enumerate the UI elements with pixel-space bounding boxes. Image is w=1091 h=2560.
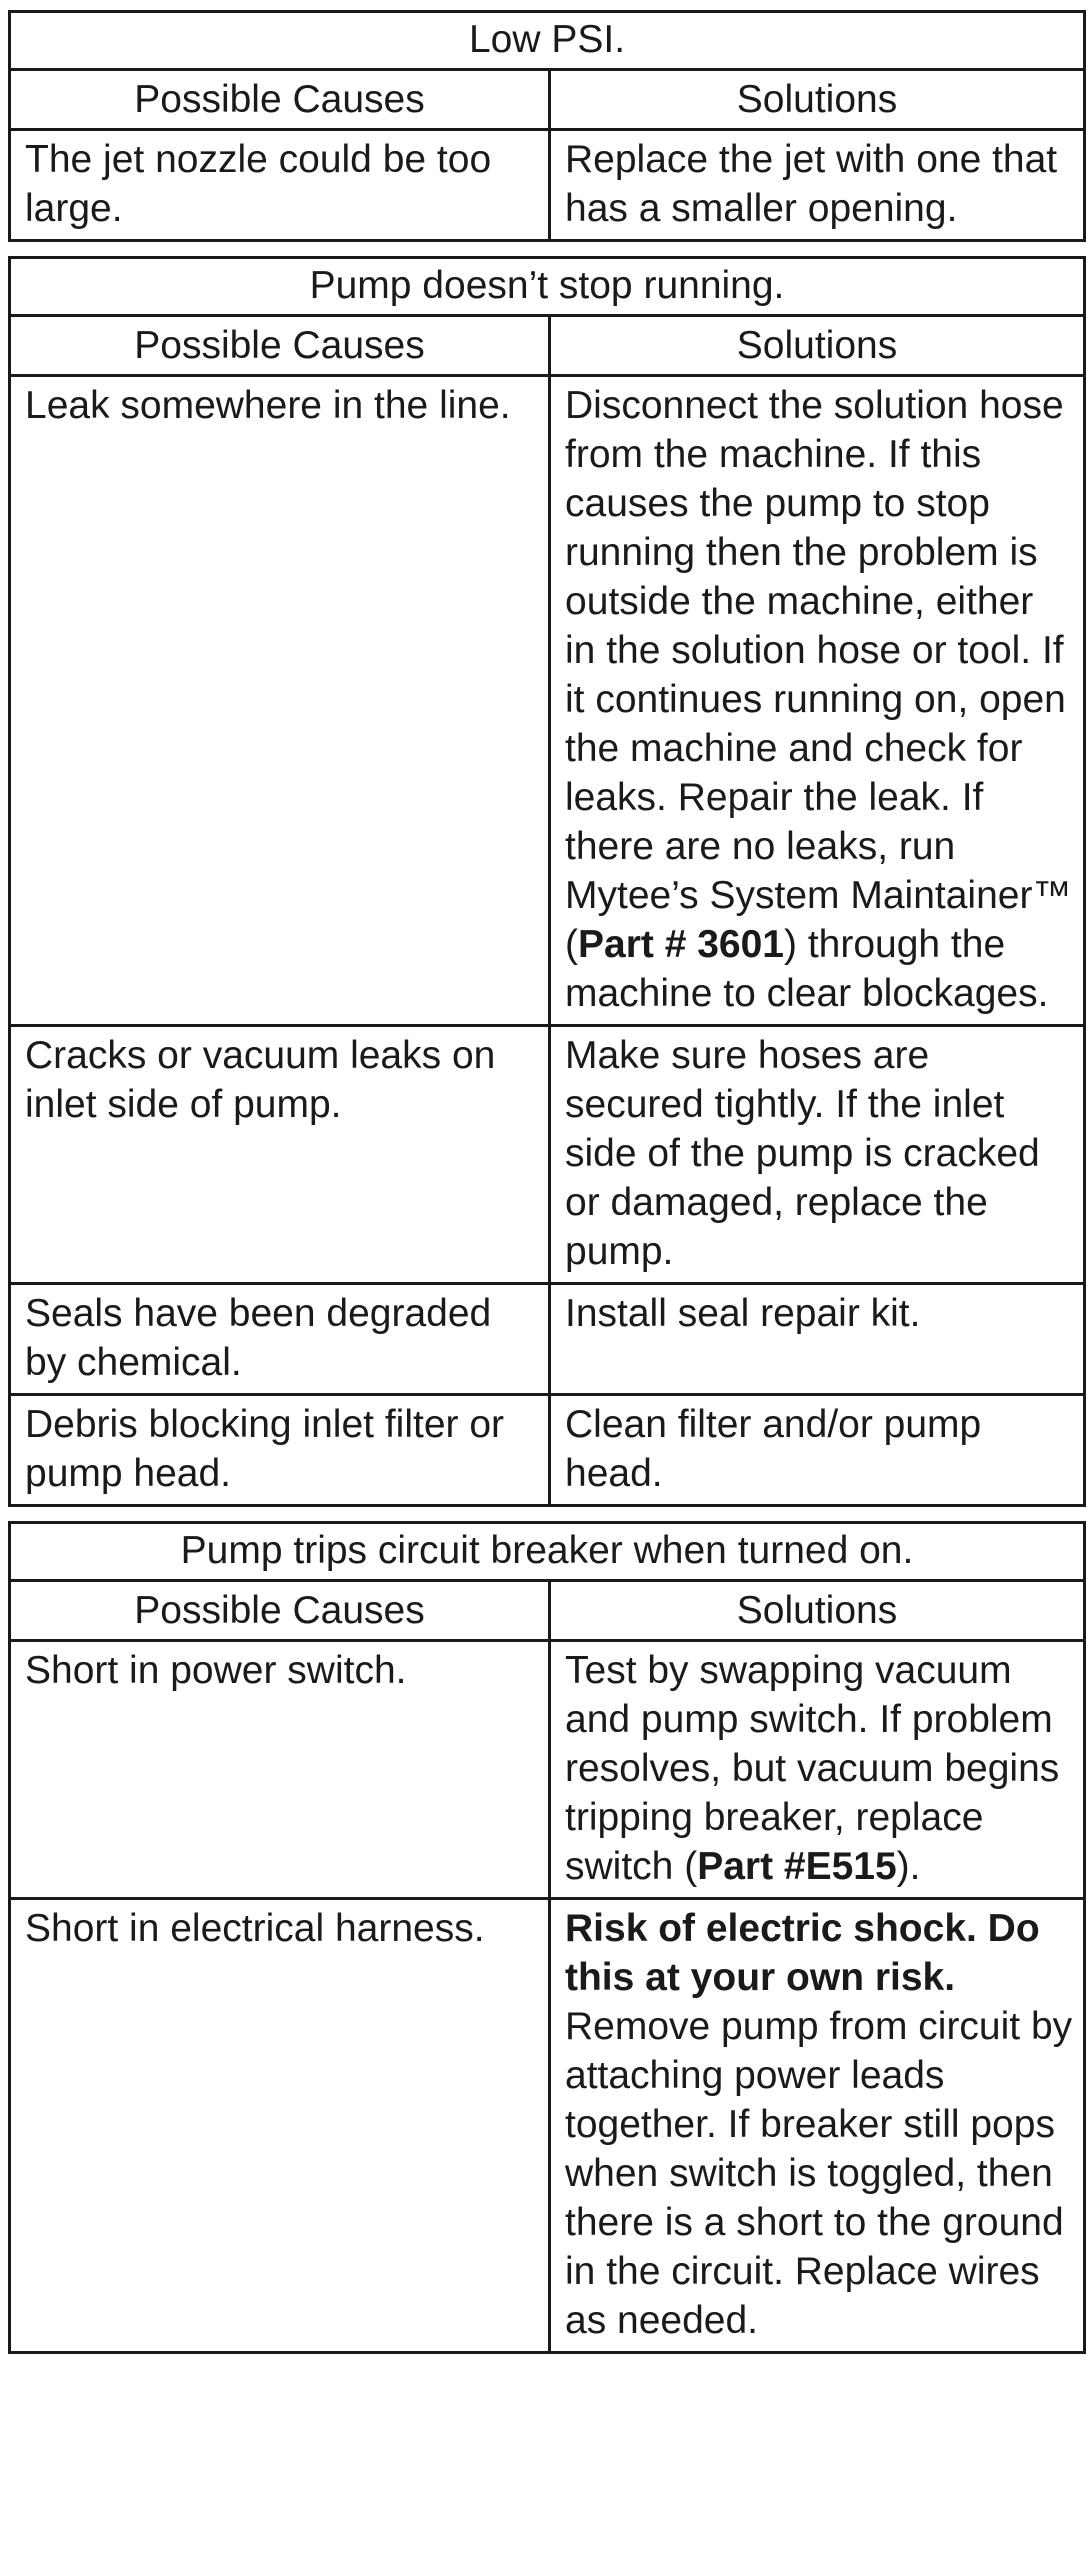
column-header-causes: Possible Causes bbox=[10, 1581, 550, 1641]
section-title: Pump doesn’t stop running. bbox=[10, 258, 1085, 316]
cause-cell: Seals have been degraded by chemical. bbox=[10, 1284, 550, 1395]
troubleshooting-table-pump-running bbox=[8, 256, 1086, 1507]
cause-cell: Leak somewhere in the line. bbox=[10, 376, 550, 1026]
solution-text: Disconnect the solution hose from the machine. If this causes the pump to stop running then the problem is outside the machine, either in the solution hose or tool. If it continues running on, open the machine and check for leaks. Repair the leak. If there are no leaks, run Mytee’s System Maintainer™ ( bbox=[565, 384, 1072, 966]
cause-cell: Short in electrical harness. bbox=[10, 1899, 550, 2353]
troubleshooting-table-circuit-breaker bbox=[8, 1521, 1086, 2354]
table-row bbox=[10, 1284, 1085, 1395]
solution-text: Replace the jet with one that has a smaller opening. bbox=[565, 138, 1058, 230]
table-row bbox=[10, 1899, 1085, 2353]
cause-cell: Debris blocking inlet filter or pump head. bbox=[10, 1395, 550, 1506]
solution-cell bbox=[550, 376, 1085, 1026]
section-title: Pump trips circuit breaker when turned on. bbox=[10, 1523, 1085, 1581]
solution-text: Install seal repair kit. bbox=[565, 1292, 921, 1335]
cause-cell: The jet nozzle could be too large. bbox=[10, 130, 550, 241]
solution-cell bbox=[550, 1641, 1085, 1899]
column-header-causes: Possible Causes bbox=[10, 70, 550, 130]
troubleshooting-table-low-psi bbox=[8, 10, 1086, 242]
solution-cell bbox=[550, 1284, 1085, 1395]
column-header-solutions: Solutions bbox=[550, 1581, 1085, 1641]
solution-cell bbox=[550, 1395, 1085, 1506]
table-row bbox=[10, 1026, 1085, 1284]
solution-text: ) through the machine to clear blockages. bbox=[565, 923, 1049, 1015]
warning-text: Risk of electric shock. Do this at your own risk. bbox=[565, 1907, 1040, 1999]
solution-text: Remove pump from circuit by attaching power leads together. If breaker still pops when switch is toggled, then there is a short to the ground in the circuit. Replace wires as needed. bbox=[565, 2005, 1073, 2342]
solution-cell bbox=[550, 1026, 1085, 1284]
solution-text: ). bbox=[896, 1845, 921, 1888]
part-number: Part #E515 bbox=[697, 1845, 897, 1888]
solution-cell bbox=[550, 1899, 1085, 2353]
table-row bbox=[10, 376, 1085, 1026]
table-row bbox=[10, 1641, 1085, 1899]
table-row bbox=[10, 130, 1085, 241]
column-header-solutions: Solutions bbox=[550, 70, 1085, 130]
cause-cell: Cracks or vacuum leaks on inlet side of pump. bbox=[10, 1026, 550, 1284]
section-title: Low PSI. bbox=[10, 12, 1085, 70]
column-header-causes: Possible Causes bbox=[10, 316, 550, 376]
solution-cell bbox=[550, 130, 1085, 241]
part-number: Part # 3601 bbox=[578, 923, 784, 966]
cause-cell: Short in power switch. bbox=[10, 1641, 550, 1899]
solution-text: Clean filter and/or pump head. bbox=[565, 1403, 982, 1495]
solution-text: Make sure hoses are secured tightly. If the inlet side of the pump is cracked or damaged, replace the pump. bbox=[565, 1034, 1040, 1273]
column-header-solutions: Solutions bbox=[550, 316, 1085, 376]
solution-text: Test by swapping vacuum and pump switch. If problem resolves, but vacuum begins tripping breaker, replace switch ( bbox=[565, 1649, 1060, 1888]
table-row bbox=[10, 1395, 1085, 1506]
